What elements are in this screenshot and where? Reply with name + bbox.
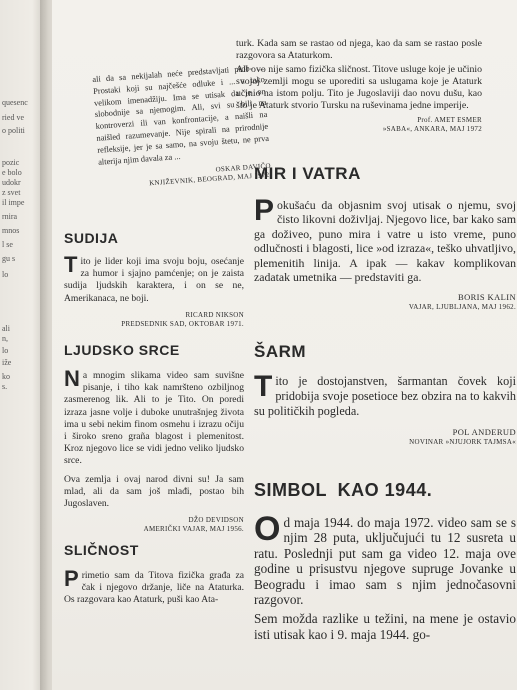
dropcap-simbol: O	[254, 510, 281, 548]
left-page-fragment: ried ve	[2, 113, 24, 122]
dropcap-sudija: T	[64, 252, 78, 277]
top-right-text: turk. Kada sam se rastao od njega, kao da sam se rastao posle razgovora sa Ataturkom.	[236, 38, 482, 61]
signature-anderud: POL ANDERUD	[452, 427, 516, 437]
left-page-fragment: z svet	[2, 188, 21, 197]
ljudsko-srce-text-2: Ova zemlja i ovaj narod divni su! Ja sam mlad, ali da sam još mlađi, postao bih Jugoslaven.	[64, 473, 244, 510]
signature-davico: OSKAR DAVIČO	[215, 162, 272, 174]
signature-esmer-detail: »SABA«, ANKARA, MAJ 1972	[382, 125, 482, 133]
signature-kalin: BORIS KALIN	[458, 292, 516, 303]
mir-i-vatra-text: okušaću da objasnim svoj utisak o njemu, svoj čisto likovni doživljaj. Njegovo lice, bar kako sam ga doživeo, puno mira i vatre u isto vreme, puno odlučnosti i blagosti, lice »od izraza«, teško uhvatljivo, plemenitih linija. A ipak — kakav komplikovan zadatak umetnika — predstaviti ga.	[254, 198, 516, 285]
heading-ljudsko-srce: LJUDSKO SRCE	[64, 342, 180, 358]
simbol-text-2: Sem možda razlike u težini, na mene je ostavio isti utisak kao i 9. maja 1944. go-	[254, 611, 516, 642]
sudija-text: ito je lider koji ima svoju boju, osećanje za humor i sjajno pamćenje; on je zaista sudija ljudskih karaktera, i on se ne, Amerikanaca, ne boji.	[64, 256, 244, 304]
top-right-block	[236, 38, 482, 134]
section-sudija	[64, 230, 244, 329]
left-page-fragment: il impe	[2, 198, 25, 207]
heading-sudija: SUDIJA	[64, 230, 119, 246]
signature-nikson: RICARD NIKSON	[185, 310, 244, 319]
signature-davico-detail: KNJIŽEVNIK, BEOGRAD, MAJ 1972.	[148, 171, 272, 188]
section-sarm	[254, 342, 516, 447]
left-page-fragment: lo	[2, 270, 9, 279]
signature-davidson: DŽO DEVIDSON	[188, 516, 244, 525]
dropcap-slicnost: P	[64, 566, 79, 591]
left-page-fragment: mnos	[2, 226, 20, 235]
signature-anderud-detail: NOVINAR »NJUJORK TAJMSA«	[409, 438, 516, 446]
top-right-text-2: Ali ovo nije samo fizička sličnost. Titove usluge koje je učinio svojoj zemlji mogu se uporediti sa uslugama koje je Ataturk učinio na istom polju. Tito je Jugoslaviji dao novu dušu, kao što je Ataturk stvorio Tursku na ruševinama jedne imperije.	[236, 64, 482, 111]
sarm-text: ito je dostojanstven, šarmantan čovek koji pridobija svoje posetioce bez obzira na to kakvih su političkih pogleda.	[254, 374, 516, 418]
left-page-fragment: lo	[2, 346, 9, 355]
section-slicnost	[64, 542, 244, 607]
slicnost-text: rimetio sam da Titova fizička građa za čak i njegovo držanje, liče na Ataturka. Os razgovara kao Ataturk, puši kao Ata-	[64, 570, 244, 606]
top-left-text: ali da sa nekijalah neće predstavljati prob- ... Prostaki koji su najčešće odluke i ... a tako velikom imenadžiju. Ima se utisak da je on slobodnije sa njemogim. Ali, svi su bili na kontroverzi ili van konfrontacije, a naišli na naišled razumevanje. Nije spirali na prirodnije refleksije, jer je sa samo, na svoju štetu, ne prva alterija njim davala za ...	[92, 62, 270, 167]
section-mir-i-vatra	[254, 164, 516, 312]
left-page-fragment: gu s	[2, 254, 16, 263]
dropcap-mir-i-vatra: P	[254, 194, 275, 227]
left-page-fragment: e bolo	[2, 168, 22, 177]
left-page-fragment: pozic	[2, 158, 20, 167]
heading-simbol: SIMBOL KAO 1944.	[254, 480, 433, 500]
section-ljudsko-srce	[64, 342, 244, 534]
heading-slicnost: SLIČNOST	[64, 542, 139, 558]
left-page-fragment: ali	[2, 324, 10, 333]
left-page-fragment: iže	[2, 358, 12, 367]
signature-kalin-detail: VAJAR, LJUBLJANA, MAJ 1962.	[408, 303, 516, 312]
left-page-fragment: ko	[2, 372, 10, 381]
left-page-fragment: n,	[2, 334, 8, 343]
simbol-text: d maja 1944. do maja 1972. video sam se s njim 28 puta, uključujući tu 12 susreta u ratu. Poslednji put sam ga video 12. maja ove godine u prisustvu njegove supruge Jovanke u Beogradu i imao sam s njim jednočasovni razgovor.	[254, 515, 516, 608]
section-simbol	[254, 480, 516, 642]
heading-sarm: ŠARM	[254, 342, 307, 361]
signature-davidson-detail: AMERIČKI VAJAR, MAJ 1956.	[143, 525, 244, 534]
left-page-fragment: rnira	[2, 212, 18, 221]
left-page-fragment: l se	[2, 240, 13, 249]
left-page-fragment: quesenc	[2, 98, 28, 107]
left-page-fragment: o politi	[2, 126, 25, 135]
left-page-fragment: udokr	[2, 178, 21, 187]
left-page-fragment: s.	[2, 382, 8, 391]
book-page	[52, 0, 517, 690]
dropcap-ljudsko-srce: N	[64, 366, 80, 391]
dropcap-sarm: T	[254, 370, 273, 403]
heading-mir-i-vatra: MIR I VATRA	[254, 164, 361, 183]
ljudsko-srce-text: a mnogim slikama video sam suvišne pisanje, i tiho kak namršteno ozbiljnog zasmerenog lik. Ali to je Tito. On poredi izraza jasne volje i duboke unutrašnjeg života ima u sebi nekim finom osmehu i izrazu očiju i široko sreno graña blagost i plemenitost. Kroz njegovo lice se vidi jedno veliko ljudsko srce.	[64, 370, 244, 467]
signature-esmer: Prof. AMET ESMER	[417, 116, 482, 124]
signature-nikson-detail: PREDSEDNIK SAD, OKTOBAR 1971.	[121, 319, 244, 328]
